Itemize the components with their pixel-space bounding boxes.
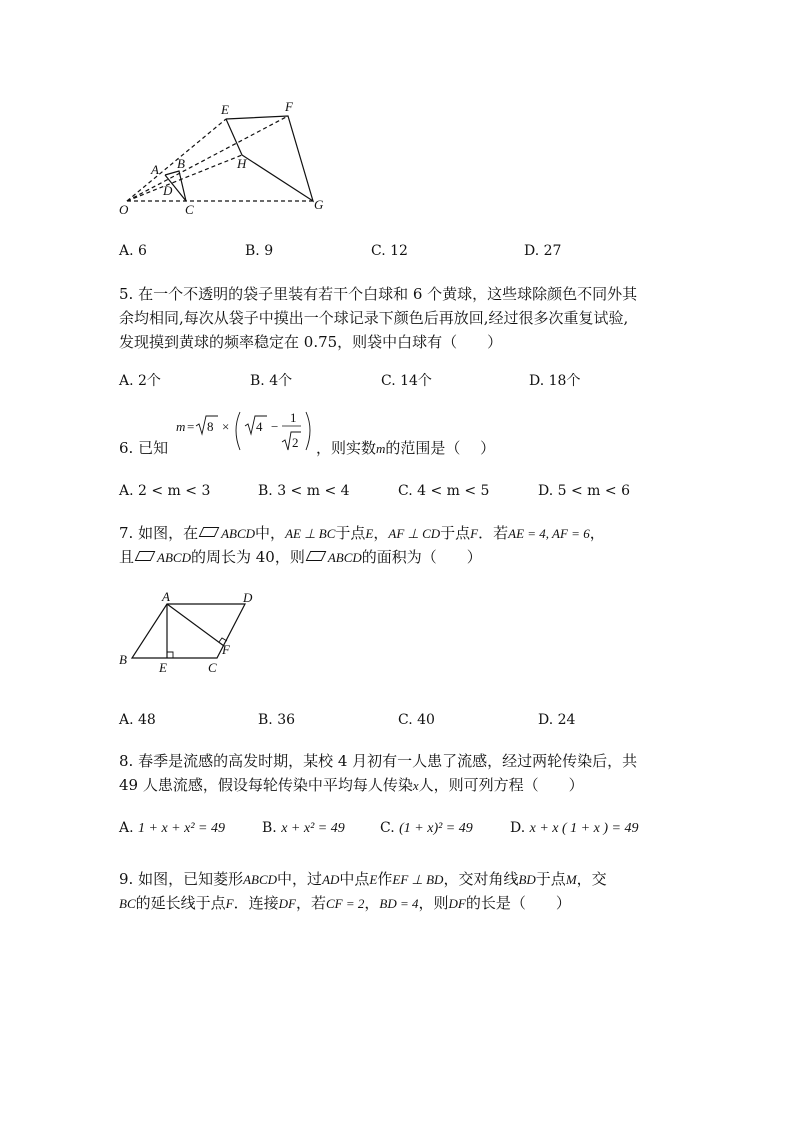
q6-formula bbox=[174, 410, 316, 456]
q8-option-c[interactable] bbox=[380, 820, 473, 837]
q9-l2-k: DF bbox=[448, 896, 466, 911]
q9-l1-h: EF ⊥ BD bbox=[392, 872, 444, 887]
formula-minus: − bbox=[271, 419, 279, 434]
q8-l2-c: 人，则可列方程（ ） bbox=[418, 776, 584, 794]
q9-l2-a: BC bbox=[119, 896, 136, 911]
q7-l1-i: 于点 bbox=[440, 524, 471, 542]
q9-l2-e: DF bbox=[278, 896, 296, 911]
q8-opt-b-letter: B. bbox=[262, 820, 277, 836]
q6-option-d[interactable]: D. 5 < m < 6 bbox=[538, 483, 630, 499]
q5-text-line2: 余均相同,每次从袋子中摸出一个球记录下颜色后再放回,经过很多次重复试验, bbox=[119, 309, 629, 327]
q8-opt-c-letter: C. bbox=[380, 820, 395, 836]
label-D: D bbox=[243, 592, 253, 605]
q9-l1-m: ，交 bbox=[576, 870, 607, 888]
q6-suffix: ，则实数 bbox=[316, 439, 377, 457]
q8-text-line1: 8. 春季是流感的高发时期，某校 4 月初有一人患了流感，经过两轮传染后，共 bbox=[119, 752, 638, 770]
q8-opt-d-formula: x + x ( 1 + x ) = 49 bbox=[529, 821, 639, 836]
q7-option-b[interactable]: B. 36 bbox=[258, 712, 296, 728]
q4-option-b[interactable]: B. 9 bbox=[245, 243, 274, 259]
q9-l1-g: 作 bbox=[377, 870, 393, 888]
q9-l1-i: ，交对角线 bbox=[443, 870, 519, 888]
q7-l1-f: E bbox=[365, 526, 374, 541]
formula-sqrt4: 4 bbox=[256, 419, 263, 434]
q9-l2-j: ，则 bbox=[418, 894, 449, 912]
q7-l1-k: ．若 bbox=[478, 524, 509, 542]
q5-text-line3: 发现摸到黄球的频率稳定在 0.75，则袋中白球有（ ） bbox=[119, 333, 503, 351]
q7-text-line1 bbox=[119, 522, 605, 543]
q7-option-c[interactable]: C. 40 bbox=[398, 712, 435, 728]
q7-figure bbox=[115, 592, 265, 680]
q9-l2-i: BD = 4 bbox=[379, 896, 419, 911]
q9-l1-l: M bbox=[565, 872, 577, 887]
q9-l1-k: 于点 bbox=[535, 870, 566, 888]
label-B: B bbox=[119, 652, 127, 667]
q7-l2-b: ABCD bbox=[157, 550, 191, 565]
segment-AF bbox=[167, 604, 224, 646]
q9-l1-j: BD bbox=[518, 872, 536, 887]
q8-opt-a-letter: A. bbox=[119, 820, 134, 836]
label-G: G bbox=[314, 197, 324, 212]
q7-option-d[interactable]: D. 24 bbox=[538, 712, 576, 728]
label-O: O bbox=[119, 202, 129, 217]
right-paren bbox=[306, 412, 310, 450]
q5-option-d[interactable]: D. 18个 bbox=[529, 373, 581, 389]
label-B: B bbox=[177, 156, 185, 171]
q7-l1-d: AE ⊥ BC bbox=[285, 526, 336, 541]
parallelogram-symbol bbox=[199, 527, 220, 537]
q6-option-c[interactable]: C. 4 < m < 5 bbox=[398, 483, 490, 499]
q9-l1-e: 中点 bbox=[339, 870, 370, 888]
q6-var: m bbox=[376, 441, 386, 456]
q8-option-a[interactable] bbox=[119, 820, 225, 837]
label-F: F bbox=[285, 99, 293, 114]
formula-denominator: 2 bbox=[292, 435, 299, 450]
label-H: H bbox=[237, 156, 247, 171]
formula-m: m bbox=[176, 419, 186, 434]
q7-l1-g: ， bbox=[373, 524, 389, 542]
q7-text-line2 bbox=[119, 546, 482, 567]
label-F: F bbox=[222, 642, 230, 657]
q6-option-b[interactable]: B. 3 < m < 4 bbox=[258, 483, 350, 499]
q4-option-d[interactable]: D. 27 bbox=[524, 243, 562, 259]
parallelogram-symbol bbox=[305, 551, 326, 561]
q6-prefix: 6. 已知 bbox=[119, 439, 169, 457]
formula-sqrt8: 8 bbox=[207, 419, 214, 434]
ray-OF bbox=[127, 116, 288, 201]
q7-l1-m: ， bbox=[589, 524, 605, 542]
q7-l1-l: AE = 4, AF = 6 bbox=[508, 526, 590, 541]
q6-option-a[interactable]: A. 2 < m < 3 bbox=[119, 483, 211, 499]
right-angle-E bbox=[167, 652, 173, 658]
q9-l1-a: 9. 如图，已知菱形 bbox=[119, 870, 244, 888]
q9-l2-l: 的长是（ ） bbox=[465, 894, 571, 912]
parallelogram-symbol bbox=[135, 551, 156, 561]
q7-l1-b: ABCD bbox=[221, 526, 256, 541]
formula-numerator: 1 bbox=[290, 410, 297, 425]
q7-l2-e: 的面积为（ ） bbox=[361, 548, 482, 566]
label-C: C bbox=[185, 202, 194, 217]
q8-option-d[interactable] bbox=[510, 820, 638, 837]
formula-equals: = bbox=[187, 419, 195, 434]
q7-l1-a: 7. 如图，在 bbox=[119, 524, 199, 542]
left-paren bbox=[236, 412, 240, 450]
q7-l2-a: 且 bbox=[119, 548, 135, 566]
q5-text-line1: 5. 在一个不透明的袋子里装有若干个白球和 6 个黄球，这些球除颜色不同外其 bbox=[119, 285, 638, 303]
q9-text-line2 bbox=[119, 892, 571, 913]
q7-l2-c: 的周长为 40，则 bbox=[190, 548, 305, 566]
q9-l2-h: ， bbox=[364, 894, 380, 912]
formula-times: × bbox=[222, 419, 230, 434]
q9-l2-d: ．连接 bbox=[233, 894, 279, 912]
q7-l2-d: ABCD bbox=[327, 550, 362, 565]
q4-figure bbox=[115, 98, 335, 220]
q9-l2-b: 的延长线于点 bbox=[135, 894, 226, 912]
q4-option-c[interactable]: C. 12 bbox=[371, 243, 408, 259]
q4-option-a[interactable]: A. 6 bbox=[119, 243, 147, 259]
label-E: E bbox=[159, 660, 167, 675]
q5-option-b[interactable]: B. 4个 bbox=[250, 373, 293, 389]
q7-option-a[interactable]: A. 48 bbox=[119, 712, 156, 728]
q7-l1-e: 于点 bbox=[335, 524, 366, 542]
label-E: E bbox=[221, 102, 229, 117]
q9-l2-g: CF = 2 bbox=[325, 896, 365, 911]
label-C: C bbox=[208, 660, 217, 675]
q8-opt-c-formula: (1 + x)² = 49 bbox=[399, 821, 473, 836]
q6-suffix2: 的范围是（ ） bbox=[385, 439, 496, 457]
q8-option-b[interactable] bbox=[262, 820, 345, 837]
q7-l1-h: AF ⊥ CD bbox=[388, 526, 441, 541]
q8-l2-a: 49 人患流感，假设每轮传染中平均每人传染 bbox=[119, 776, 413, 794]
label-D: D bbox=[163, 183, 173, 198]
q8-opt-a-formula: 1 + x + x² = 49 bbox=[138, 821, 225, 836]
q9-text-line1 bbox=[119, 868, 607, 889]
label-A: A bbox=[162, 592, 170, 604]
q8-l2-b: x bbox=[412, 778, 419, 793]
q9-l2-f: ，若 bbox=[295, 894, 326, 912]
q7-l1-c: 中， bbox=[255, 524, 286, 542]
q5-option-c[interactable]: C. 14个 bbox=[381, 373, 432, 389]
q5-option-a[interactable]: A. 2个 bbox=[119, 373, 161, 389]
q9-l1-d: AD bbox=[322, 872, 340, 887]
q8-opt-d-letter: D. bbox=[510, 820, 526, 836]
q8-opt-b-formula: x + x² = 49 bbox=[281, 821, 345, 836]
q9-l1-f: E bbox=[369, 872, 378, 887]
q9-l1-b: ABCD bbox=[243, 872, 278, 887]
q8-text-line2 bbox=[119, 774, 584, 795]
q9-l1-c: 中，过 bbox=[277, 870, 323, 888]
q7-l1-j: F bbox=[470, 526, 479, 541]
label-A: A bbox=[151, 162, 159, 177]
q9-l2-c: F bbox=[225, 896, 234, 911]
